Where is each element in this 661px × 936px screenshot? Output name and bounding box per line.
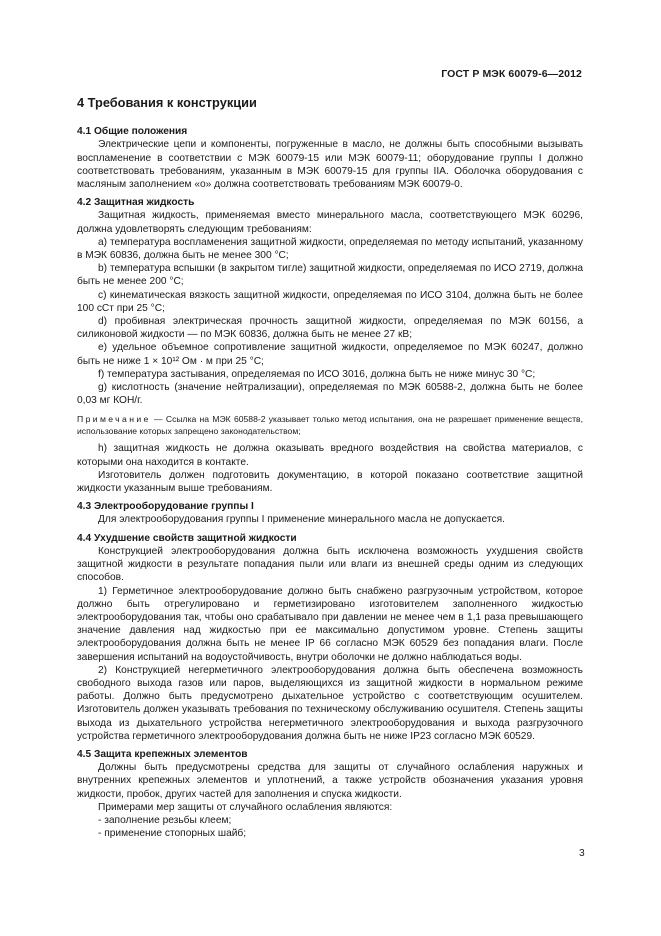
list-item: - заполнение резьбы клеем;	[98, 814, 232, 826]
note-text: — Ссылка на МЭК 60588-2 указывает только метод испытания, она не разрешает применение веществ, использование которых запрещено законодательством;	[77, 414, 583, 437]
list-item: - применение стопорных шайб;	[98, 828, 247, 840]
subsection-4-2-title: 4.2 Защитная жидкость	[77, 197, 195, 209]
list-item-d: d) пробивная электрическая прочность защитной жидкости, определяемая по МЭК 60156, а силиконовой жидкости — по МЭК 60836, должна быть не менее 27 кВ;	[77, 316, 583, 341]
section-title: 4 Требования к конструкции	[77, 95, 257, 110]
list-item-c: c) кинематическая вязкость защитной жидкости, определяемая по ИСО 3104, должна быть не более 100 сСт при 25 °С;	[77, 289, 583, 314]
paragraph: 1) Герметичное электрооборудование должно быть снабжено разгрузочным устройством, которое должно быть отрегулировано и герметизировано изготовителем заполненного жидкостью электрооборудования так, чтобы оно срабатывало при давлении не менее чем в 1,1 раза превышающего значение давления над жидкостью при ее максимально допустимом уровне. Степень защиты электрооборудования должна быть не менее IP 66 согласно МЭК 60529 без попадания влаги. После завершения испытаний на водоустойчивость, внутри оболочки не должно наблюдаться воды.	[77, 585, 583, 663]
paragraph: Для электрооборудования группы I применение минерального масла не допускается.	[98, 514, 505, 526]
subsection-4-5-title: 4.5 Защита крепежных элементов	[77, 748, 248, 760]
subsection-4-3-title: 4.3 Электрооборудование группы I	[77, 501, 254, 513]
list-item-h: h) защитная жидкость не должна оказывать вредного воздействия на свойства материалов, с которыми она находится в контакте.	[77, 443, 583, 468]
paragraph: Защитная жидкость, применяемая вместо минерального масла, соответствующего МЭК 60296, должна удовлетворять следующим требованиям:	[77, 210, 583, 235]
note	[77, 413, 583, 437]
paragraph: Электрические цепи и компоненты, погруженные в масло, не должны быть способными вызывать воспламенение в соответствии с МЭК 60079-15 или МЭК 60079-11; оборудование группы I должно соответствовать требованиям, указанным в МЭК 60079-15 для группы IIA. Оболочка оборудования с масляным заполнением «о» должна соответствовать требованиям МЭК 60079-0.	[77, 139, 583, 191]
paragraph: 2) Конструкцией негерметичного электрооборудования должна быть обеспечена возможность свободного выхода газов или паров, выделяющихся из защитной жидкости в нормальном режиме работы. Должно быть предусмотрено дыхательное устройство с соответствующим осушителем. Изготовитель должен указывать требования по техническому обслуживанию осушителя. Степень защиты выхода из дыхательного устройства негерметичного электрооборудования и выхода разгрузочного устройства герметичного электрооборудования должна быть не ниже IP23 согласно МЭК 60529.	[77, 664, 583, 742]
note-label: Примечание	[77, 414, 151, 425]
subsection-4-1-title: 4.1 Общие положения	[77, 126, 188, 138]
paragraph: Должны быть предусмотрены средства для защиты от случайного ослабления наружных и внутренних крепежных элементов и уплотнений, а также устройств обозначения указания уровня жидкости, пробок, других частей для заполнения и спуска жидкости.	[77, 762, 583, 800]
document-body	[77, 96, 583, 840]
paragraph: Конструкцией электрооборудования должна быть исключена возможность ухудшения свойств защитной жидкости в результате попадания пыли или влаги из внешней среды одним из следующих способов.	[77, 545, 583, 584]
list-item-a: a) температура воспламенения защитной жидкости, определяемая по методу испытаний, указанному в МЭК 60836, должна быть не менее 300 °С;	[77, 236, 583, 262]
list-item-g: g) кислотность (значение нейтрализации), определяемая по МЭК 60588-2, должна быть не более 0,03 мг КОН/г.	[77, 382, 583, 407]
paragraph: Изготовитель должен подготовить документацию, в которой показано соответствие защитной жидкости указанным выше требованиям.	[77, 469, 583, 495]
subsection-4-4-title: 4.4 Ухудшение свойств защитной жидкости	[77, 532, 297, 544]
paragraph: Примерами мер защиты от случайного ослабления являются:	[98, 801, 393, 813]
list-item-b: b) температура вспышки (в закрытом тигле) защитной жидкости, определяемая по ИСО 2719, должна быть не менее 200 °С;	[77, 263, 583, 288]
list-item-e: e) удельное объемное сопротивление защитной жидкости, определяемое по МЭК 60247, должно быть не ниже 1 × 10¹² Ом · м при 25 °С;	[77, 342, 583, 367]
page-header: ГОСТ Р МЭК 60079-6—2012	[441, 68, 582, 80]
list-item-f: f) температура застывания, определяемая по ИСО 3016, должна быть не ниже минус 30 °С;	[98, 368, 536, 380]
page-number: 3	[579, 848, 585, 859]
